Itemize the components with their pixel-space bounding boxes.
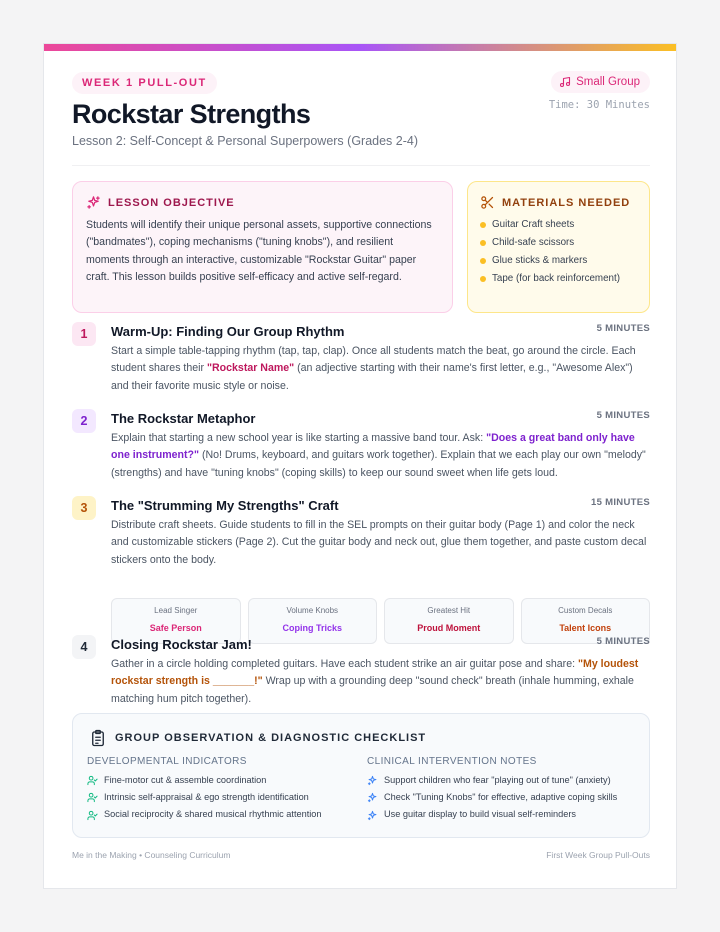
footer-left: Me in the Making • Counseling Curriculum bbox=[72, 850, 231, 860]
list-item: Intrinsic self-appraisal & ego strength identification bbox=[87, 789, 357, 806]
list-item: Child-safe scissors bbox=[480, 234, 637, 252]
decal-value: Proud Moment bbox=[417, 623, 481, 633]
step-number-badge: 2 bbox=[72, 409, 96, 433]
step-number-badge: 4 bbox=[72, 635, 96, 659]
step-body: Gather in a circle holding completed guitars. Have each student strike an air guitar pose and share: "My loudest rockstar strength is _______!" Wrap up with a grounding deep "sound check" breath (inhale humming, exhale matching hum pitch together). bbox=[111, 658, 639, 705]
step-highlight: "Rockstar Name" bbox=[207, 362, 295, 375]
sparkles-icon bbox=[86, 195, 101, 210]
decal-label: Volume Knobs bbox=[286, 606, 339, 615]
step-number-badge: 3 bbox=[72, 496, 96, 520]
decal-value: Safe Person bbox=[149, 623, 202, 633]
time-label: Time: 30 Minutes bbox=[548, 99, 650, 111]
developmental-column bbox=[87, 756, 357, 824]
list-item: Fine-motor cut & assemble coordination bbox=[87, 772, 357, 789]
list-item: Social reciprocity & shared musical rhythmic attention bbox=[87, 806, 357, 823]
decal-label: Custom Decals bbox=[558, 606, 613, 615]
step-4 bbox=[72, 635, 650, 707]
decal-label: Greatest Hit bbox=[427, 606, 471, 615]
step-body: Start a simple table-tapping rhythm (tap, tap, clap). Once all students match the beat, go around the circle. Each student shares their "Rockstar Name" (an adjective starting with their name's first letter, e.g., "Awesome Alex") and their favorite music style or noise. bbox=[111, 345, 636, 392]
developmental-title: DEVELOPMENTAL INDICATORS bbox=[87, 756, 247, 767]
list-item: Use guitar display to build visual self-reminders bbox=[367, 806, 637, 823]
list-item: Guitar Craft sheets bbox=[480, 216, 637, 234]
step-title: Warm-Up: Finding Our Group Rhythm bbox=[111, 324, 345, 339]
step-1 bbox=[72, 322, 650, 394]
week-pill: WEEK 1 PULL-OUT bbox=[72, 72, 217, 94]
step-title: The Rockstar Metaphor bbox=[111, 411, 256, 426]
bullet-dot-icon bbox=[480, 222, 486, 228]
bullet-dot-icon bbox=[480, 240, 486, 246]
step-title: The "Strumming My Strengths" Craft bbox=[111, 498, 339, 513]
materials-list bbox=[480, 216, 637, 288]
clinical-title: CLINICAL INTERVENTION NOTES bbox=[367, 756, 537, 767]
step-number-badge: 1 bbox=[72, 322, 96, 346]
checklist-heading: GROUP OBSERVATION & DIAGNOSTIC CHECKLIST bbox=[115, 732, 427, 744]
step-highlight: "My loudest rockstar strength is _______!" bbox=[111, 658, 639, 688]
sparkles-icon bbox=[367, 775, 378, 786]
sparkles-icon bbox=[367, 810, 378, 821]
music-note-icon bbox=[559, 76, 571, 88]
decal-label: Lead Singer bbox=[154, 606, 198, 615]
observation-checklist bbox=[72, 713, 650, 838]
decal-value: Coping Tricks bbox=[282, 623, 342, 633]
step-highlight: "Does a great band only have one instrument?" bbox=[111, 432, 635, 462]
page-title: Rockstar Strengths bbox=[72, 99, 311, 129]
lesson-objective-card bbox=[72, 181, 453, 313]
step-3 bbox=[72, 496, 650, 648]
step-duration: 15 MINUTES bbox=[591, 497, 650, 508]
page-subtitle: Lesson 2: Self-Concept & Personal Superpowers (Grades 2-4) bbox=[72, 134, 419, 148]
clinical-column bbox=[367, 756, 637, 824]
footer-right: First Week Group Pull-Outs bbox=[546, 850, 650, 860]
bullet-dot-icon bbox=[480, 258, 486, 264]
step-2 bbox=[72, 409, 650, 481]
sparkles-icon bbox=[367, 792, 378, 803]
header-divider bbox=[72, 165, 650, 166]
clipboard-icon bbox=[89, 728, 107, 748]
step-duration: 5 MINUTES bbox=[596, 323, 650, 334]
user-check-icon bbox=[87, 792, 98, 803]
step-title: Closing Rockstar Jam! bbox=[111, 637, 252, 652]
step-body: Distribute craft sheets. Guide students to fill in the SEL prompts on their guitar body (Page 1) and color the neck and customizable stickers (Page 2). Cut the guitar body and neck out, glue them together, and paste custom decal stickers onto the body. bbox=[111, 519, 647, 566]
materials-heading: MATERIALS NEEDED bbox=[502, 196, 631, 209]
decal-value: Talent Icons bbox=[559, 623, 612, 633]
user-check-icon bbox=[87, 810, 98, 821]
group-pill bbox=[551, 71, 650, 93]
step-duration: 5 MINUTES bbox=[596, 410, 650, 421]
step-duration: 5 MINUTES bbox=[596, 636, 650, 647]
scissors-icon bbox=[480, 195, 495, 210]
objective-heading: LESSON OBJECTIVE bbox=[108, 196, 235, 209]
list-item: Tape (for back reinforcement) bbox=[480, 270, 637, 288]
list-item: Glue sticks & markers bbox=[480, 252, 637, 270]
group-pill-label: Small Group bbox=[576, 76, 640, 88]
step-body: Explain that starting a new school year is like starting a massive band tour. Ask: "Does a great band only have one instrument?" (No! Drums, keyboard, and guitars work together). Explain that we each play our own "melody" (strengths) and have "tuning knobs" (coping skills) to keep our sound sweet when life gets loud. bbox=[111, 432, 646, 479]
gradient-top-bar bbox=[44, 44, 676, 51]
bullet-dot-icon bbox=[480, 276, 486, 282]
user-check-icon bbox=[87, 775, 98, 786]
worksheet-page bbox=[43, 43, 677, 889]
objective-text: Students will identify their unique personal assets, supportive connections ("bandmates"), coping mechanisms ("tuning knobs"), and resilient moments through an interactive, customizable "Rockstar Guitar" paper craft. This lesson builds positive self-efficacy and active self-regard. bbox=[86, 219, 432, 283]
list-item: Support children who fear "playing out of tune" (anxiety) bbox=[367, 772, 637, 789]
materials-card bbox=[467, 181, 650, 313]
list-item: Check "Tuning Knobs" for effective, adaptive coping skills bbox=[367, 789, 637, 806]
